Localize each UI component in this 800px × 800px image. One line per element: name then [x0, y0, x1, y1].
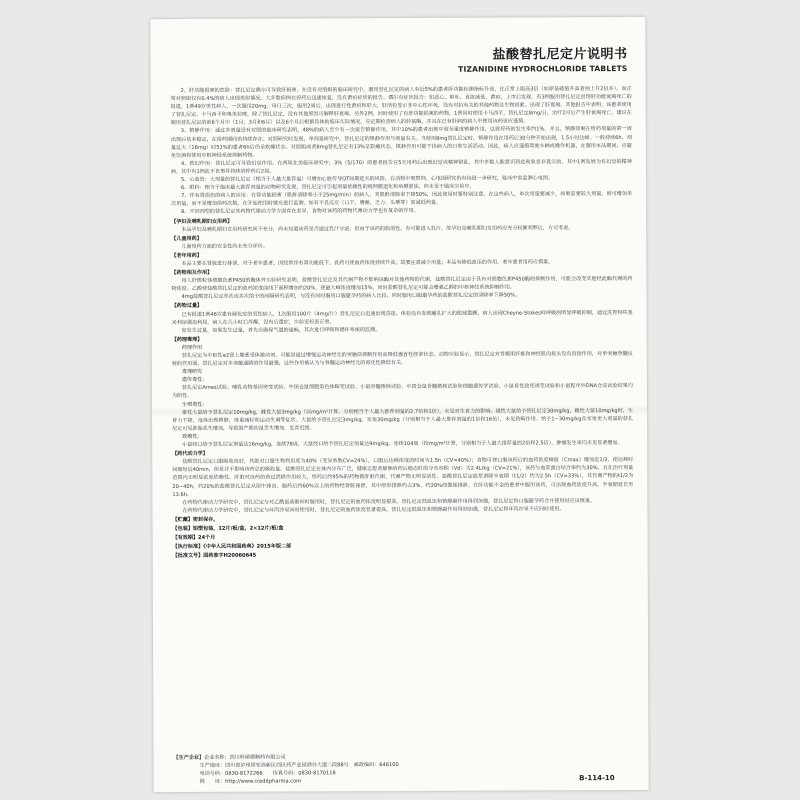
- section-heading: 【批准文号】国药准字H20060645: [172, 552, 257, 560]
- phone-number: 0830-8172266: [225, 770, 263, 777]
- body-paragraph: 雄性大鼠给予替扎尼定10mg/kg，雌性大鼠3mg/kg（以mg/m²计算，分别相当于人最大推荐剂量的2.7倍和1倍），未见对生育力的影响。雄性大鼠给予替扎尼定30mg/kg，雌性大鼠10mg/kg时，生育力下降，母体出现镇静，体重减轻和运动失调等征状。大鼠给予替扎尼定3mg/kg，家兔30mg/kg（分别相当于人最大推荐剂量的1倍和16倍），未见致畸作用。给予1~30mg/kg及家兔更大剂量的替扎尼定可见胚胎丢失增加，导致围产期幼鼠丢失增加，发育迟缓。: [172, 407, 634, 432]
- fax-number: 0830-8170118: [298, 770, 336, 777]
- section-heading: 【药代动力学】: [172, 450, 208, 458]
- section-heading: 【执行标准】《中华人民共和国药典》2015年版二部: [172, 543, 292, 551]
- body-paragraph: 4mg盐酸替扎尼定单次或多次给予的间隔研究表明，与没有同时服用口服避孕药的病人比较，同时服用口服避孕药的盐酸替扎尼定的清除率下降50%。: [181, 292, 521, 301]
- subsection-heading: 毒理研究: [181, 369, 203, 376]
- body-paragraph: 4、致幻作用：替扎尼定可导致幻觉作用。在两项北美临床研究中，3%（5/170）的患者报告在5天用药后出现幻觉或精神错乱，其中多数人能意识到此现象是非真实的。其中1例发展为有幻觉的精神病，其中有1例此不良事件持续到停药后2周。: [170, 158, 632, 175]
- leaflet-body-text: [171, 85, 635, 740]
- company-name: 四川科瑞德制药有限公司: [229, 754, 286, 761]
- postcode-label: 邮政编码：: [353, 762, 380, 769]
- section-heading: 【包装】铝塑包装，12片/板/盒，2×12片/板/盒: [172, 525, 284, 532]
- section-heading: 【孕妇及哺乳期妇女用药】: [171, 218, 233, 225]
- fax-label: 传真号码：: [272, 770, 299, 777]
- body-paragraph: 本品孕妇及哺乳期妇女用药研究尚不充分，尚未知道该药是否通过乳汁分泌，但由于该药的脂溶性，有可能进入乳汁，故孕妇及哺乳期妇女用药应充分权衡利弊后，方可考虑。: [181, 224, 574, 233]
- body-paragraph: 在药物代谢动力学研究中，替扎尼定与对乙酰氨基酚同时服用时，替扎尼定的血药浓度明显提高，替扎尼定低血压和镇静副作用得到加强，替扎尼定和口服避孕药合并使用时应该慎重。: [182, 497, 596, 506]
- document-code: B-114-10: [579, 774, 615, 783]
- manufacturer-label: 【生产企业】: [173, 754, 205, 761]
- body-paragraph: 已有报道1例46岁患有硬化症的男性病人，1次服用100片（4mg/片）替扎尼定后迅速出现昏迷。体检没有发现瞳孔扩大的眼球震颤，病人出现Cheyne-Stokes样呼吸的明显呼吸抑制，通过洗胃和呋塞米利尿强迫利尿，病人在几小时后苏醒，没有后遗症，实验室检查正常。: [171, 309, 633, 326]
- body-paragraph: 在药物代谢动力学研究中，替扎尼定与环丙沙星同时使用时，替扎尼定的血药浓度显著提高，替扎尼定低血压和镇静副作用得到加强，替扎尼定和环丙沙星不应同时使用。: [182, 506, 565, 514]
- body-paragraph: 盐酸替扎尼定口服吸收良好，其绝对口服生物利用度为40%（变异系数CV=24%），口服后达峰浓度的时间为1.5h（CV=40%）；食物可使口服该药后的血药浓度峰值（Cmax）增加近1/3，使达峰时间缩短近40min，但是并不影响该药总的吸收量。盐酸替扎尼定在体内分布广泛，健康志愿者静脉给药后稳态时的分布容积（Vd）为2.4L/kg（CV=21%），该药与血浆蛋白结合率约为30%，且在治疗剂量范围内无明显浓度依赖性。肝脏对该药的首过消除作用较大，给药后约95%的药物被肝脏代谢，代谢产物无明显活性。盐酸替扎尼定血浆消除半衰期（t1/2）约为2.5h（CV=33%），其代谢产物的t1/2为20~40h，约20%的盐酸替扎尼定从尿中排出，服药后约60%以上的药物经肾脏排泄，其中原形排泄约占3%，约20%经粪便排泄。在肝功能不全的患者中服用该药，可出现血药浓度升高，半衰期延长至13.6h。: [172, 457, 634, 498]
- leaflet-title-en: TIZANIDINE HYDROCHLORIDE TABLETS: [458, 64, 628, 74]
- body-paragraph: 用人肝微粒体细胞色素P450的酶体外实验研究表明，盐酸替扎尼定及其代谢产物不影响该酶对其他药物的代谢，盐酸替扎尼定由于具有对细胞色素P450酶的抑制作用，可能会改变其他经此酶代谢的药物浓度。乙醇使盐酸替扎尼定的血药浓度曲线下面积增加约20%，使最大峰浓度增加15%，同时盐酸替扎尼定可能会增强乙醇的中枢神经系统抑制作用。: [171, 276, 633, 293]
- leaflet-footer: [174, 752, 635, 786]
- subsection-heading: 致癌性：: [182, 433, 203, 440]
- body-paragraph: 7、伴有肾损伤的病人的应用：在肾功能损害（肌酐清除率小于25mg/min）的病人，其肌酐清除率下降50%，因此使用时要特别注意。在这些病人，单次用量要减少，如果需要较大剂量，则可增加单次用量，而不是增加给药次数，在开始使用时就应进行监测，如有不良反应（口干、嗜睡、乏力、头晕等）需减低药量。: [171, 191, 633, 208]
- section-heading: 【药物过量】: [171, 303, 203, 310]
- body-paragraph: 5、心血管：大剂量的替扎尼定（相当于人最大推荐量）可增加心脏传导QT间期延长的风险，在动物中观察到，心电图研究仍有待进一步研究，临床中需监测心电图。: [181, 175, 554, 183]
- website-url: http://www.creditpharma.com: [225, 778, 302, 785]
- subsection-heading: 生殖毒性：: [181, 401, 208, 408]
- section-heading: 【老年用药】: [171, 252, 202, 259]
- address-label: 生产地址：: [199, 762, 226, 769]
- body-paragraph: 8、不同剂型的替扎尼定其药物代谢动力学方面存在差异，食物对该药的药物代谢动力学也有复杂的作用。: [181, 208, 419, 216]
- company-label: 企业名称：: [204, 754, 230, 761]
- website-label: 网 址：: [199, 778, 226, 785]
- leaflet-title-cn: 盐酸替扎尼定片说明书: [492, 47, 628, 63]
- subsection-heading: 药理作用: [181, 344, 203, 351]
- phone-label: 电话号码：: [199, 770, 226, 777]
- leaflet-page: [150, 17, 648, 792]
- subsection-heading: 遗传毒性：: [181, 377, 208, 384]
- body-paragraph: 替扎尼定Ames试验、哺乳动物基因突变试验、中国仓鼠细胞染色体畸变试验、小鼠骨髓微核试验、中国仓鼠骨髓微核试验和细胞遗传学试验、小鼠显性致死诱变试验和小鼠程序外DNA合成试验结果均为阴性。: [171, 383, 633, 400]
- section-heading: 【有效期】24个月: [172, 534, 216, 542]
- postcode: 646100: [379, 762, 399, 769]
- body-paragraph: 小鼠经口给予替扎尼定剂量达16mg/kg，连续78周，大鼠经口给予替扎尼定剂量达9mg/kg，连续104周（按mg/m²计算，分别相当于人最大推荐量的2倍和2.5倍），肿瘤发生率均未见显著增加。: [182, 440, 623, 448]
- section-heading: 【药物相互作用】: [171, 269, 213, 277]
- section-heading: 【药理毒理】: [171, 336, 203, 343]
- address: 四川省泸州国家高新区西区药产业园酒谷大道二段88号: [225, 762, 349, 769]
- body-paragraph: 2、肝功能损害的危险：替扎尼定偶尔可导致肝损害。在设有对照组的临床研究中，服用替扎尼定的病人有近5%的患者肝功能检测指标升高，比正常上限高3倍（如原基础值升高者则上升2倍多）。而正常对照组仅有0.4%的病人出现类似情况。大多数病例在停药后迅速恢复，没有黄疸症状的报告。偶尔有症状报告：如恶心、呕吐、食欲减低、黄疸，上市后发现，有3例服用替扎尼定出现肝功能衰竭死亡的报道，1例49岁男性病人，一次服用20mg，每日三次，服用2周后，出现进行性黄疸和肝大，肝活检显示非中心性坏死，没有对抗有关的其他药物及生物因素。出现了肝衰竭。其他报告中表明，该患者使用了替扎尼定、卡马西平和奥美拉唑，除了替扎尼定，没有其他原因可解释肝衰竭。另外2例，同时使用了有肝功能损害的药物，1例同时使用卡马西平，替扎尼定8mg/日，治疗2月后产生肝衰竭死亡。建议在服用替扎尼定的前6个月中（1月，3月和6月）以及6个月后根据具体的临床实际情况，应定期检查病人的转氨酶，并且在已有肝病的病人中使用该药更应谨慎。: [170, 85, 632, 127]
- body-paragraph: 替扎尼定为中枢性α2肾上腺素受体激动剂，可能是通过增强运动神经元的突触前抑制作用而降低强直性痉挛状态。动物实验显示，替扎尼定对骨骼肌纤维和神经肌肉接头没有直接作用，对单突触脊髓反射的作用弱，替扎尼定对多突触通路的作用最强，这些作用被认为与脊髓运动神经元的易化性降低有关。: [171, 350, 633, 368]
- body-paragraph: 3、镇静作用：通过多剂量设有对照的临床研究表明，48%的病人至少有一次报告镇静作用，其中10%的患者出现中度至重度镇静作用，以致停药的发生率约1%。并且，镇静效果在给药剂量的第一周出现后基本稳定，在给药期间仍持续存在。对照研究时发现，单剂量研究中，替扎尼定的镇静作用与剂量有关。当使用8mg替扎尼定时，镇静作用在用药后30分钟开始出现，1.5小时达峰。一般持续6h。剂量过大（16mg）时51%的患者6h后仍呈软瘫状态。对照组成者8mg替扎尼定有13%呈软瘫状态。镇静作用可能干扰病人的日常生活活动。因此，病人应谨慎驾驶车辆或操作机器，在服用本品期间，应避免饮酒和使用中枢神经系统抑制药物。: [170, 126, 632, 159]
- section-heading: 【贮藏】密封保存。: [172, 516, 219, 523]
- body-paragraph: 如发生过量，如果发生过量，首先应确保气道的通畅，其次进行呼吸和循环系统的监测。: [181, 326, 381, 334]
- body-paragraph: 6、眼科：相当于临床最大推荐剂量的动物研究发现，替扎尼定可引起剂量依赖性的视网膜退化和角膜混浊，但未见于临床实验中。: [181, 183, 475, 192]
- body-paragraph: 本品主要在肾脏进行排泄，对于老年患者，因经常伴有肾功能低下，此药可使血药浓度持续升高，故要注意减少用量；本品有降低血压的作用，老年患者用药应慎重。: [181, 259, 554, 267]
- body-paragraph: 儿童用药方面的安全性尚未充分评价。: [181, 243, 268, 250]
- website-line: [174, 776, 635, 786]
- section-heading: 【儿童用药】: [171, 235, 202, 242]
